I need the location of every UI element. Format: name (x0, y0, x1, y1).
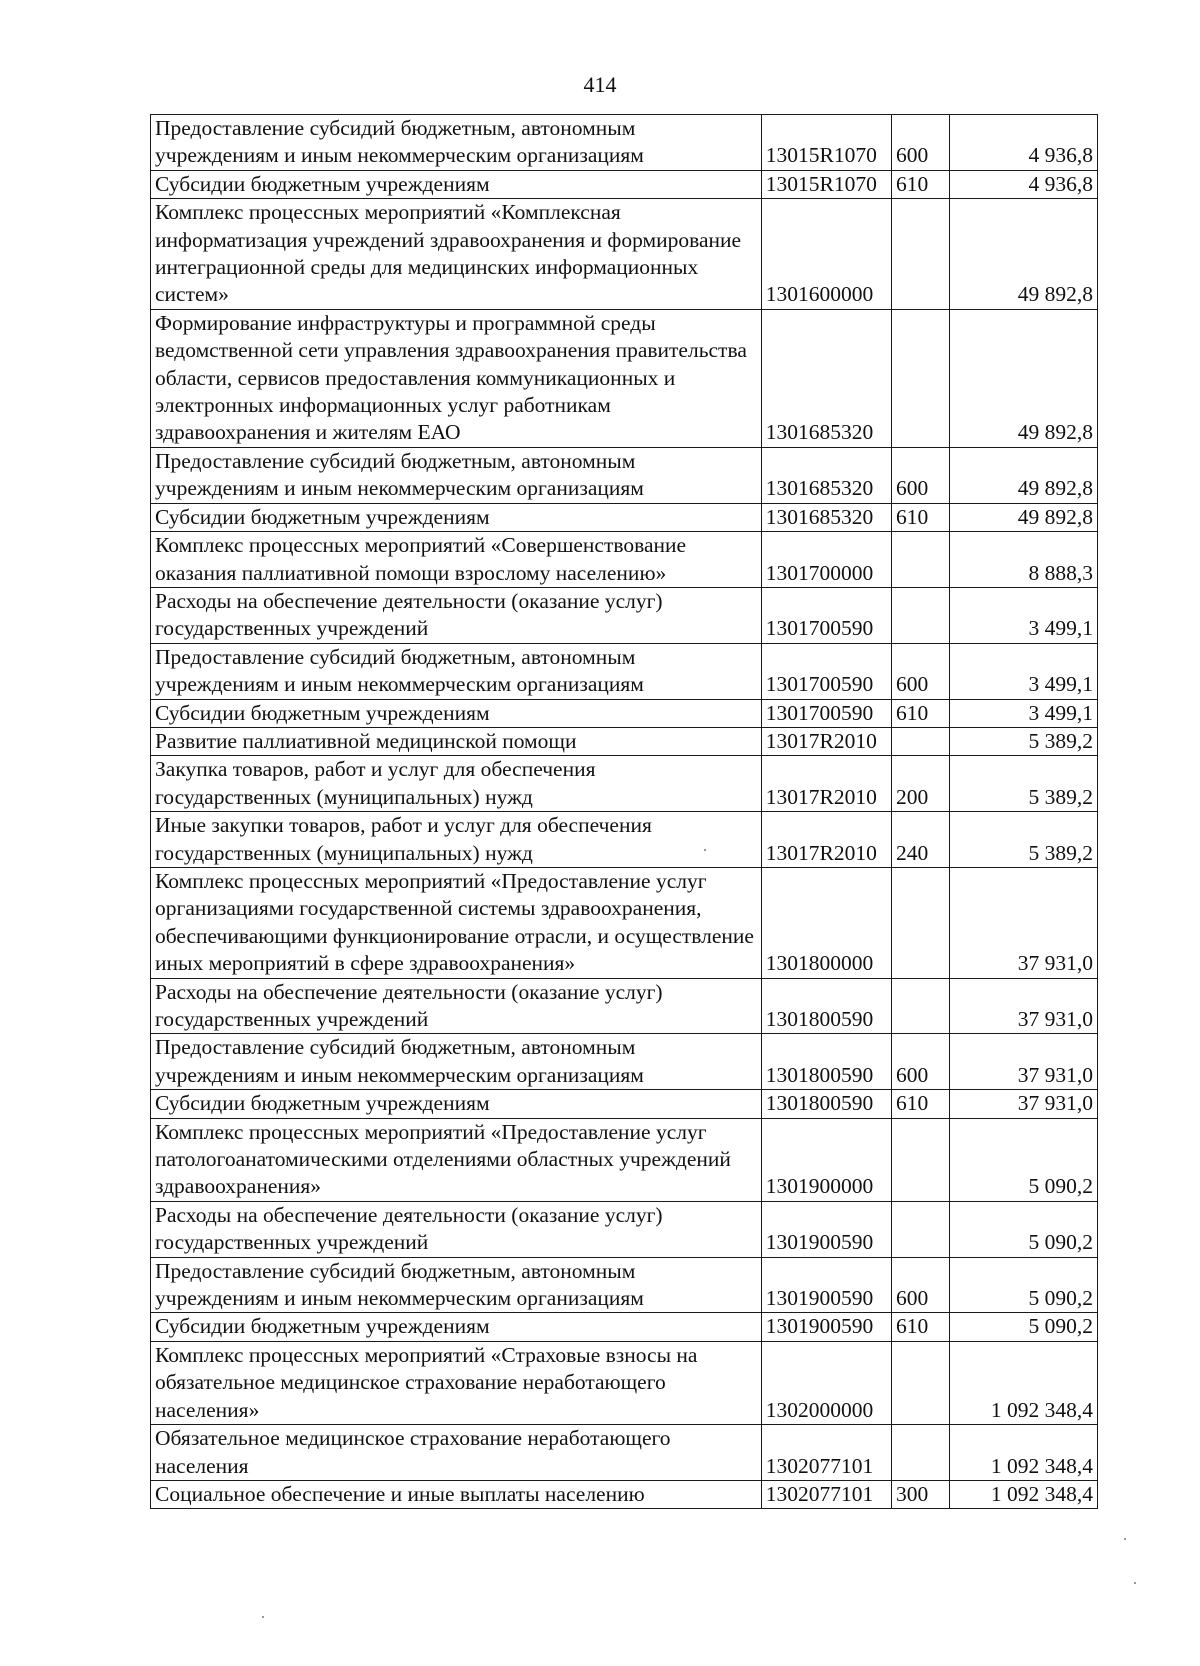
row-code-cell: 1301685320 (761, 503, 891, 531)
row-sum-cell: 5 090,2 (949, 1313, 1097, 1341)
row-expense-type-cell (892, 727, 950, 755)
row-expense-type-cell (892, 978, 950, 1034)
row-name-cell: Комплекс процессных мероприятий «Совершенствование оказания паллиативной помощи взрослому населению» (151, 532, 762, 588)
page-number: 414 (583, 72, 617, 97)
row-code-cell: 1301800590 (761, 1034, 891, 1090)
row-code-cell: 1302000000 (761, 1341, 891, 1424)
row-expense-type-cell (892, 532, 950, 588)
row-sum-cell: 5 090,2 (949, 1118, 1097, 1201)
row-name-cell: Развитие паллиативной медицинской помощи (151, 727, 762, 755)
table-row (151, 643, 1098, 699)
row-expense-type-cell (892, 1341, 950, 1424)
row-expense-type-cell: 610 (892, 1313, 950, 1341)
row-expense-type-cell (892, 867, 950, 978)
row-expense-type-cell (892, 199, 950, 310)
table-row (151, 812, 1098, 868)
row-code-cell: 13017R2010 (761, 727, 891, 755)
row-sum-cell: 49 892,8 (949, 199, 1097, 310)
table-row (151, 170, 1098, 198)
row-sum-cell: 1 092 348,4 (949, 1480, 1097, 1508)
row-code-cell: 1302077101 (761, 1480, 891, 1508)
row-code-cell: 1301685320 (761, 309, 891, 447)
row-code-cell: 13015R1070 (761, 170, 891, 198)
row-expense-type-cell (892, 1425, 950, 1481)
row-sum-cell: 49 892,8 (949, 503, 1097, 531)
scan-speck (262, 1616, 264, 1618)
row-sum-cell: 5 389,2 (949, 812, 1097, 868)
row-code-cell: 13015R1070 (761, 115, 891, 171)
row-expense-type-cell (892, 1201, 950, 1257)
table-row (151, 1201, 1098, 1257)
table-row (151, 1118, 1098, 1201)
budget-table-body (151, 115, 1098, 1509)
row-code-cell: 1301900000 (761, 1118, 891, 1201)
row-name-cell: Комплекс процессных мероприятий «Комплексная информатизация учреждений здравоохранения и формирование интеграционной среды для медицинских информационных систем» (151, 199, 762, 310)
row-code-cell: 1301900590 (761, 1257, 891, 1313)
row-name-cell: Расходы на обеспечение деятельности (оказание услуг) государственных учреждений (151, 978, 762, 1034)
row-code-cell: 1301800000 (761, 867, 891, 978)
row-expense-type-cell: 600 (892, 1257, 950, 1313)
row-code-cell: 1301800590 (761, 978, 891, 1034)
row-code-cell: 1301900590 (761, 1201, 891, 1257)
row-code-cell: 1302077101 (761, 1425, 891, 1481)
table-row (151, 115, 1098, 171)
row-expense-type-cell: 600 (892, 643, 950, 699)
row-name-cell: Комплекс процессных мероприятий «Страховые взносы на обязательное медицинское страхование неработающего населения» (151, 1341, 762, 1424)
table-row (151, 532, 1098, 588)
row-sum-cell: 1 092 348,4 (949, 1425, 1097, 1481)
table-row (151, 309, 1098, 447)
table-row (151, 1480, 1098, 1508)
row-name-cell: Предоставление субсидий бюджетным, автономным учреждениям и иным некоммерческим организациям (151, 643, 762, 699)
row-sum-cell: 4 936,8 (949, 170, 1097, 198)
row-expense-type-cell: 600 (892, 115, 950, 171)
row-expense-type-cell: 600 (892, 1034, 950, 1090)
row-expense-type-cell: 300 (892, 1480, 950, 1508)
row-expense-type-cell: 610 (892, 1090, 950, 1118)
row-expense-type-cell: 240 (892, 812, 950, 868)
row-expense-type-cell: 610 (892, 699, 950, 727)
table-row (151, 587, 1098, 643)
row-name-cell: Предоставление субсидий бюджетным, автономным учреждениям и иным некоммерческим организациям (151, 1034, 762, 1090)
table-row (151, 199, 1098, 310)
row-code-cell: 13017R2010 (761, 756, 891, 812)
row-code-cell: 1301900590 (761, 1313, 891, 1341)
row-code-cell: 1301800590 (761, 1090, 891, 1118)
row-name-cell: Социальное обеспечение и иные выплаты населению (151, 1480, 762, 1508)
scan-speck (1134, 1582, 1136, 1584)
row-expense-type-cell: 610 (892, 170, 950, 198)
row-expense-type-cell: 200 (892, 756, 950, 812)
table-row (151, 1425, 1098, 1481)
row-name-cell: Субсидии бюджетным учреждениям (151, 1313, 762, 1341)
row-sum-cell: 3 499,1 (949, 699, 1097, 727)
row-name-cell: Комплекс процессных мероприятий «Предоставление услуг патологоанатомическими отделениями областных учреждений здравоохранения» (151, 1118, 762, 1201)
row-name-cell: Комплекс процессных мероприятий «Предоставление услуг организациями государственной системы здравоохранения, обеспечивающими функционирование отрасли, и осуществление иных мероприятий в сфере здравоохранения» (151, 867, 762, 978)
row-name-cell: Расходы на обеспечение деятельности (оказание услуг) государственных учреждений (151, 1201, 762, 1257)
row-name-cell: Предоставление субсидий бюджетным, автономным учреждениям и иным некоммерческим организациям (151, 447, 762, 503)
row-sum-cell: 37 931,0 (949, 978, 1097, 1034)
row-sum-cell: 5 389,2 (949, 756, 1097, 812)
table-row (151, 1341, 1098, 1424)
scan-speck (1124, 1538, 1126, 1540)
row-sum-cell: 8 888,3 (949, 532, 1097, 588)
row-sum-cell: 4 936,8 (949, 115, 1097, 171)
table-row (151, 1257, 1098, 1313)
row-name-cell: Расходы на обеспечение деятельности (оказание услуг) государственных учреждений (151, 587, 762, 643)
row-sum-cell: 5 090,2 (949, 1257, 1097, 1313)
row-code-cell: 1301700590 (761, 587, 891, 643)
row-sum-cell: 3 499,1 (949, 587, 1097, 643)
row-sum-cell: 37 931,0 (949, 1034, 1097, 1090)
row-code-cell: 1301700590 (761, 643, 891, 699)
table-row (151, 1313, 1098, 1341)
table-row (151, 1090, 1098, 1118)
budget-table (150, 114, 1098, 1509)
row-name-cell: Предоставление субсидий бюджетным, автономным учреждениям и иным некоммерческим организациям (151, 1257, 762, 1313)
row-code-cell: 1301700590 (761, 699, 891, 727)
row-code-cell: 13017R2010 (761, 812, 891, 868)
table-row (151, 756, 1098, 812)
row-sum-cell: 49 892,8 (949, 447, 1097, 503)
row-name-cell: Субсидии бюджетным учреждениям (151, 503, 762, 531)
row-code-cell: 1301700000 (761, 532, 891, 588)
row-name-cell: Субсидии бюджетным учреждениям (151, 1090, 762, 1118)
table-row (151, 978, 1098, 1034)
row-name-cell: Предоставление субсидий бюджетным, автономным учреждениям и иным некоммерческим организациям (151, 115, 762, 171)
scan-speck (704, 849, 706, 851)
row-name-cell: Субсидии бюджетным учреждениям (151, 170, 762, 198)
row-expense-type-cell: 610 (892, 503, 950, 531)
row-name-cell: Иные закупки товаров, работ и услуг для обеспечения государственных (муниципальных) нужд (151, 812, 762, 868)
table-row (151, 727, 1098, 755)
row-name-cell: Формирование инфраструктуры и программной среды ведомственной сети управления здравоохранения правительства области, сервисов предоставления коммуникационных и электронных информационных услуг работникам здравоохранения и жителям ЕАО (151, 309, 762, 447)
row-name-cell: Закупка товаров, работ и услуг для обеспечения государственных (муниципальных) нужд (151, 756, 762, 812)
row-name-cell: Обязательное медицинское страхование неработающего населения (151, 1425, 762, 1481)
row-sum-cell: 1 092 348,4 (949, 1341, 1097, 1424)
table-row (151, 447, 1098, 503)
table-row (151, 699, 1098, 727)
row-sum-cell: 5 090,2 (949, 1201, 1097, 1257)
row-expense-type-cell (892, 587, 950, 643)
row-expense-type-cell (892, 1118, 950, 1201)
row-code-cell: 1301600000 (761, 199, 891, 310)
row-code-cell: 1301685320 (761, 447, 891, 503)
row-sum-cell: 37 931,0 (949, 867, 1097, 978)
row-expense-type-cell: 600 (892, 447, 950, 503)
row-sum-cell: 49 892,8 (949, 309, 1097, 447)
row-expense-type-cell (892, 309, 950, 447)
row-sum-cell: 5 389,2 (949, 727, 1097, 755)
row-name-cell: Субсидии бюджетным учреждениям (151, 699, 762, 727)
table-row (151, 503, 1098, 531)
table-row (151, 867, 1098, 978)
table-row (151, 1034, 1098, 1090)
row-sum-cell: 3 499,1 (949, 643, 1097, 699)
row-sum-cell: 37 931,0 (949, 1090, 1097, 1118)
